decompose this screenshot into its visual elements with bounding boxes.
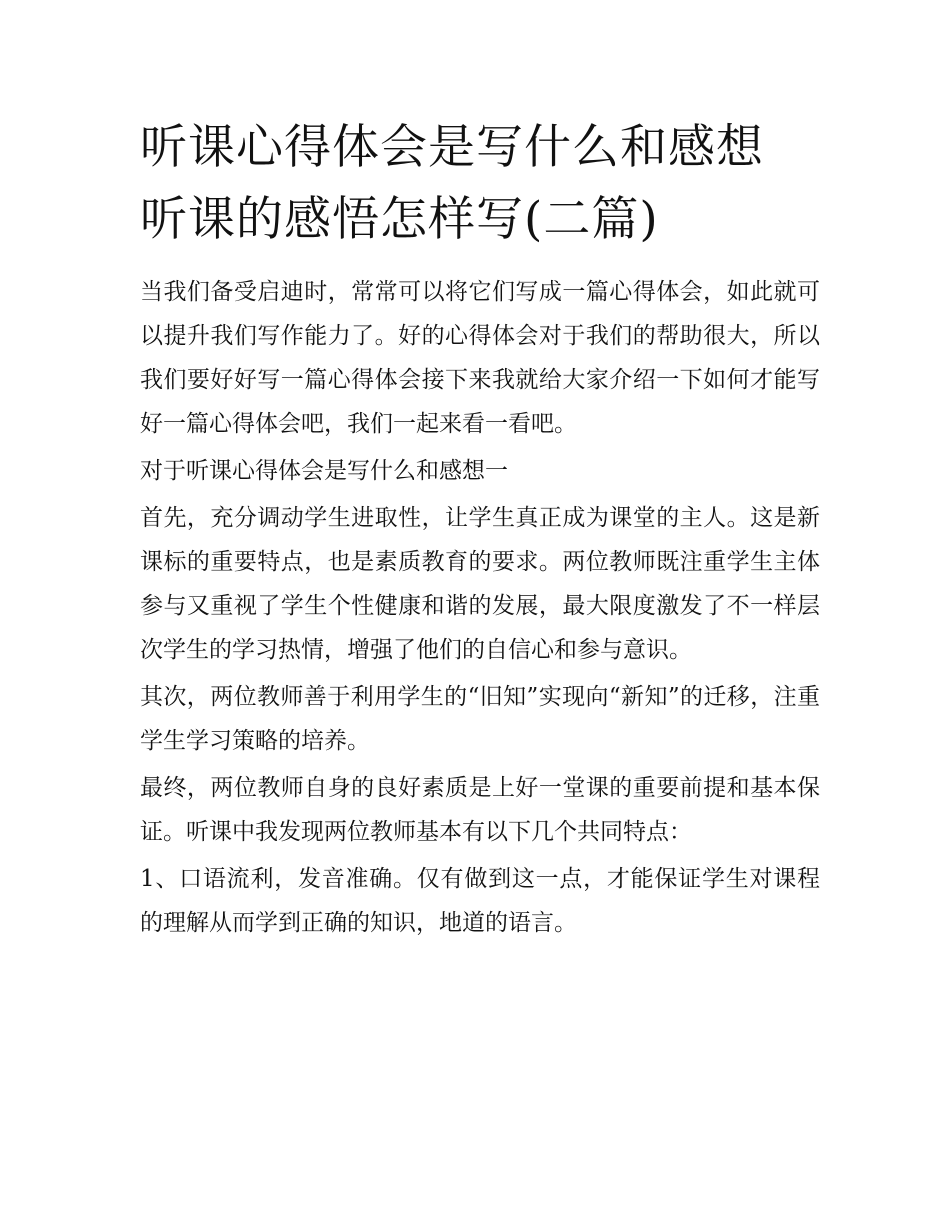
- section-heading: 对于听课心得体会是写什么和感想一: [140, 458, 508, 484]
- body-paragraph-4: 1、口语流利，发音准确。仅有做到这一点，才能保证学生对课程的理解从而学到正确的知识，地道的语言。: [140, 866, 820, 936]
- title-line-1: 听课心得体会是写什么和感想: [140, 120, 764, 175]
- body-paragraph-1: 首先，充分调动学生进取性，让学生真正成为课堂的主人。这是新课标的重要特点，也是素质教育的要求。两位教师既注重学生主体参与又重视了学生个性健康和谐的发展，最大限度激发了不一样层次学生的学习热情，增强了他们的自信心和参与意识。: [140, 505, 820, 663]
- document-page: [140, 112, 820, 948]
- body-paragraph-2: 其次，两位教师善于利用学生的“旧知”实现向“新知”的迁移，注重学生学习策略的培养。: [140, 684, 820, 754]
- title-line-2: 听课的感悟怎样写(二篇): [140, 192, 659, 247]
- intro-paragraph: 当我们备受启迪时，常常可以将它们写成一篇心得体会，如此就可以提升我们写作能力了。好的心得体会对于我们的帮助很大，所以我们要好好写一篇心得体会接下来我就给大家介绍一下如何才能写好一篇心得体会吧，我们一起来看一看吧。: [140, 279, 820, 437]
- document-title: [140, 112, 820, 256]
- body-paragraph-3: 最终，两位教师自身的良好素质是上好一堂课的重要前提和基本保证。听课中我发现两位教师基本有以下几个共同特点：: [140, 775, 820, 845]
